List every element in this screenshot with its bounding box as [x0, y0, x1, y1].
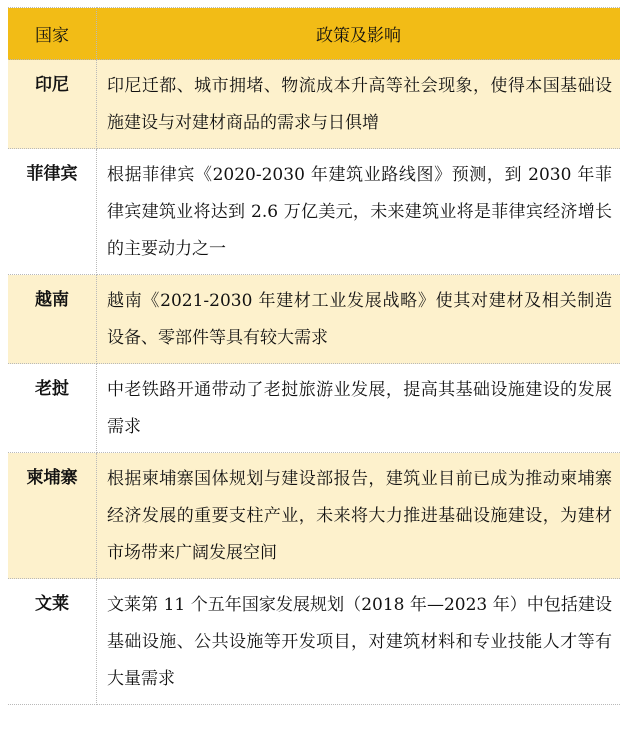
header-country: 国家 [8, 8, 97, 60]
table-row [8, 453, 620, 579]
table-header-row [8, 8, 620, 60]
table-row [8, 579, 620, 705]
table-row [8, 364, 620, 453]
country-cell: 越南 [8, 275, 97, 364]
header-policy: 政策及影响 [97, 8, 621, 60]
country-cell: 柬埔寨 [8, 453, 97, 579]
table-row [8, 60, 620, 149]
table-row [8, 149, 620, 275]
policy-cell: 文莱第 11 个五年国家发展规划（2018 年—2023 年）中包括建设基础设施、公共设施等开发项目，对建筑材料和专业技能人才等有大量需求 [97, 579, 621, 705]
country-cell: 老挝 [8, 364, 97, 453]
policy-cell: 根据菲律宾《2020-2030 年建筑业路线图》预测，到 2030 年菲律宾建筑业将达到 2.6 万亿美元，未来建筑业将是菲律宾经济增长的主要动力之一 [97, 149, 621, 275]
country-cell: 文莱 [8, 579, 97, 705]
policy-cell: 根据柬埔寨国体规划与建设部报告，建筑业目前已成为推动柬埔寨经济发展的重要支柱产业，未来将大力推进基础设施建设，为建材市场带来广阔发展空间 [97, 453, 621, 579]
country-cell: 印尼 [8, 60, 97, 149]
policy-table-container [8, 7, 620, 705]
policy-cell: 越南《2021-2030 年建材工业发展战略》使其对建材及相关制造设备、零部件等具有较大需求 [97, 275, 621, 364]
policy-cell: 印尼迁都、城市拥堵、物流成本升高等社会现象，使得本国基础设施建设与对建材商品的需求与日俱增 [97, 60, 621, 149]
country-cell: 菲律宾 [8, 149, 97, 275]
table-row [8, 275, 620, 364]
policy-cell: 中老铁路开通带动了老挝旅游业发展，提高其基础设施建设的发展需求 [97, 364, 621, 453]
policy-table [8, 7, 620, 705]
